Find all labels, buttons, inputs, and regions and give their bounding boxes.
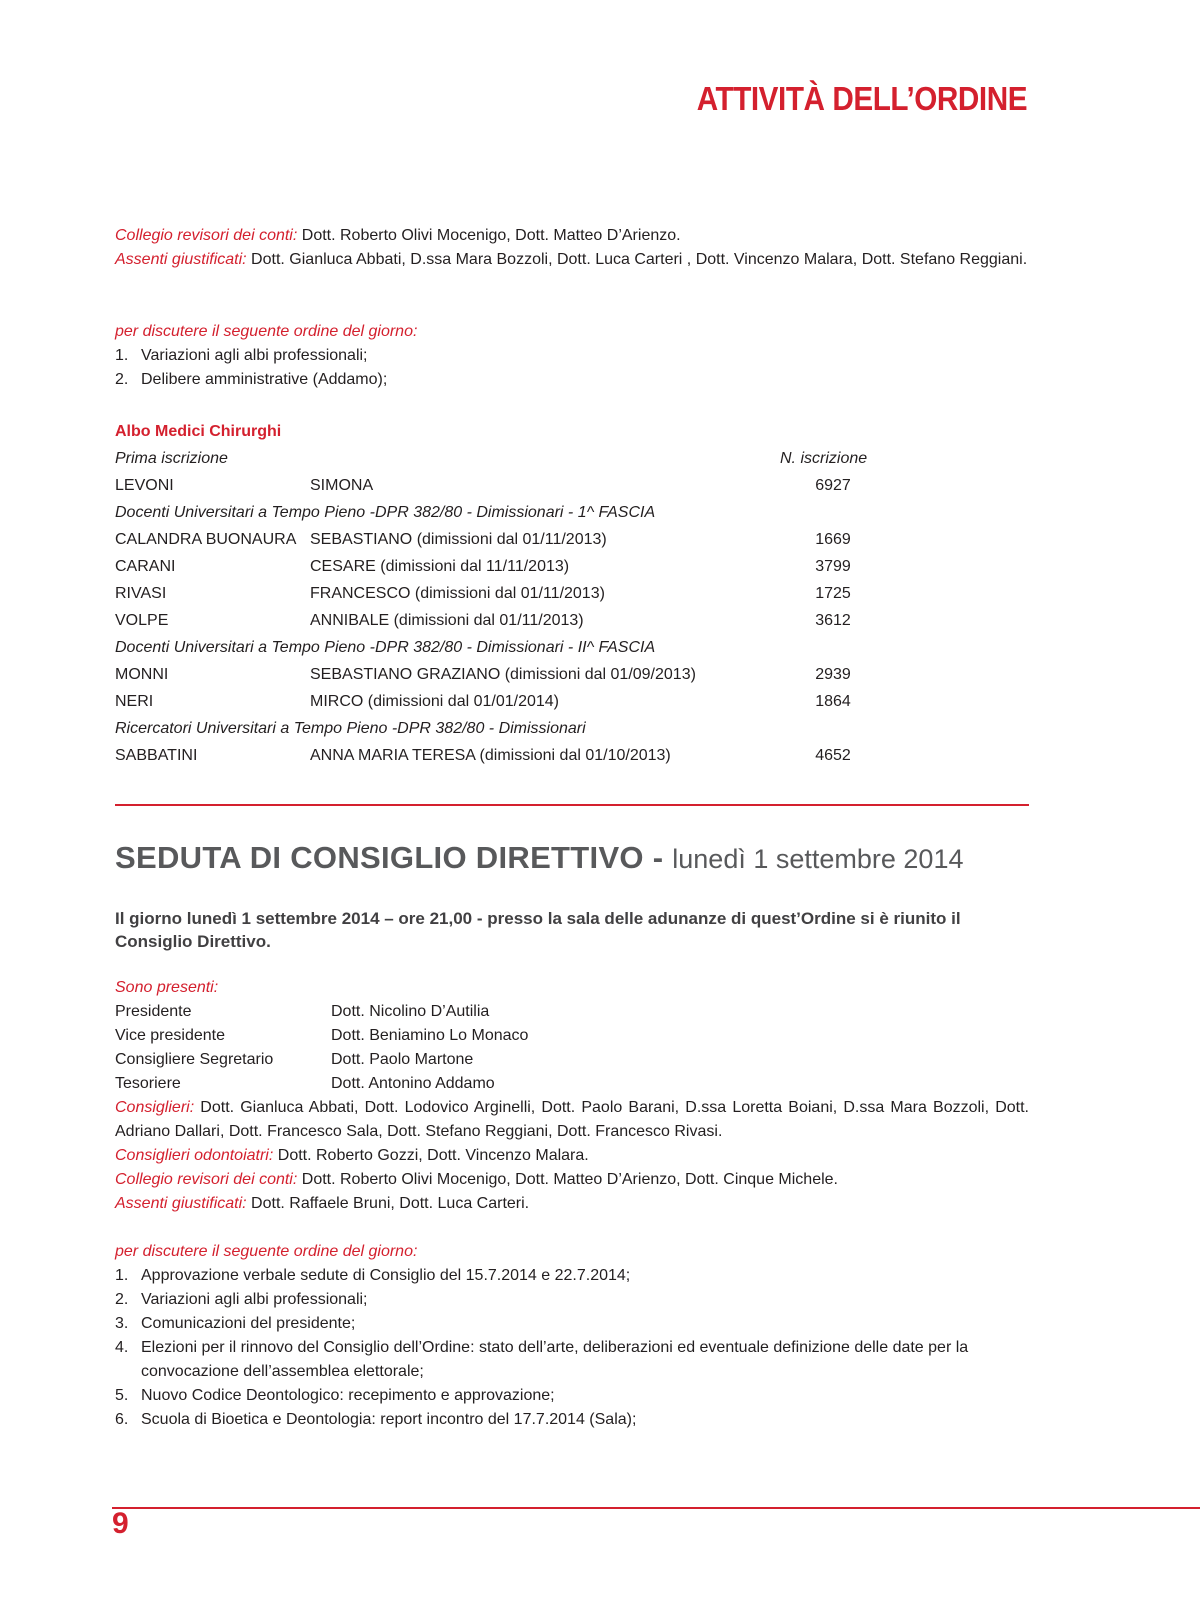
col-n-iscrizione: N. iscrizione — [780, 450, 868, 467]
name: CESARE (dimissioni dal 11/11/2013) — [310, 558, 570, 575]
surname: SABBATINI — [115, 747, 198, 764]
revisori-paragraph — [115, 224, 1029, 248]
revisori-text: Dott. Roberto Olivi Mocenigo, Dott. Matteo D’Arienzo. — [297, 227, 681, 244]
odontoiatri-text: Dott. Roberto Gozzi, Dott. Vincenzo Malara. — [273, 1147, 589, 1164]
agenda-item-text: Comunicazioni del presidente; — [141, 1315, 356, 1332]
agenda-label: per discutere il seguente ordine del giorno: — [115, 1243, 418, 1260]
officer-row — [115, 1072, 1029, 1096]
officer-role: Presidente — [115, 1003, 192, 1020]
agenda-item — [115, 1408, 1029, 1432]
officer-role: Vice presidente — [115, 1027, 225, 1044]
officer-row — [115, 1048, 1029, 1072]
consiglieri-text: Dott. Gianluca Abbati, Dott. Lodovico Arginelli, Dott. Paolo Barani, D.ssa Loretta Boiani, D.ssa Mara Bozzoli, Dott. Adriano Dallari, Dott. Francesco Sala, Dott. Stefano Reggiani, Dott. Francesco Rivasi. — [115, 1099, 1029, 1140]
revisori-text: Dott. Roberto Olivi Mocenigo, Dott. Matteo D’Arienzo, Dott. Cinque Michele. — [297, 1171, 838, 1188]
agenda-item-text: Delibere amministrative (Addamo); — [141, 371, 388, 388]
agenda-item-number: 3. — [115, 1315, 129, 1332]
name: ANNA MARIA TERESA (dimissioni dal 01/10/2013) — [310, 747, 671, 764]
presenti-label: Sono presenti: — [115, 979, 219, 996]
agenda-item — [115, 1264, 1029, 1288]
table-row — [115, 526, 1029, 553]
section-title-date: lunedì 1 settembre 2014 — [672, 844, 964, 874]
albo-header-row — [115, 445, 1029, 472]
officer-name: Dott. Paolo Martone — [331, 1051, 474, 1068]
table-row — [115, 472, 1029, 499]
agenda-item — [115, 368, 1029, 392]
name: MIRCO (dimissioni dal 01/01/2014) — [310, 693, 559, 710]
revisori-label: Collegio revisori dei conti: — [115, 227, 298, 244]
previous-session-attendance — [115, 224, 1029, 272]
section-title — [115, 840, 963, 876]
agenda-item — [115, 344, 1029, 368]
surname: VOLPE — [115, 612, 169, 629]
agenda-item-number: 2. — [115, 1291, 129, 1308]
officer-role: Consigliere Segretario — [115, 1051, 274, 1068]
previous-agenda — [115, 320, 1029, 392]
agenda-item-text: Nuovo Codice Deontologico: recepimento e approvazione; — [141, 1387, 555, 1404]
agenda-list — [115, 344, 1029, 392]
odontoiatri-paragraph — [115, 1144, 1029, 1168]
surname: RIVASI — [115, 585, 167, 602]
consiglieri-paragraph — [115, 1096, 1029, 1144]
surname: NERI — [115, 693, 154, 710]
name: FRANCESCO (dimissioni dal 01/11/2013) — [310, 585, 605, 602]
agenda-item-text: Variazioni agli albi professionali; — [141, 347, 368, 364]
assenti-text: Dott. Raffaele Bruni, Dott. Luca Carteri. — [246, 1195, 530, 1212]
surname: CALANDRA BUONAURA — [115, 531, 297, 548]
agenda-item-number: 4. — [115, 1339, 129, 1356]
reg-number: 4652 — [815, 747, 851, 764]
col-prima-iscrizione: Prima iscrizione — [115, 450, 228, 467]
surname: LEVONI — [115, 477, 174, 494]
albo-section — [115, 419, 1029, 769]
agenda-item-number: 2. — [115, 371, 129, 388]
table-row — [115, 661, 1029, 688]
reg-number: 2939 — [815, 666, 851, 683]
name: SEBASTIANO (dimissioni dal 01/11/2013) — [310, 531, 607, 548]
agenda-item-text: Variazioni agli albi professionali; — [141, 1291, 368, 1308]
name: SEBASTIANO GRAZIANO (dimissioni dal 01/09/2013) — [310, 666, 696, 683]
officer-name: Dott. Nicolino D’Autilia — [331, 1003, 490, 1020]
agenda-item — [115, 1384, 1029, 1408]
agenda-list — [115, 1264, 1029, 1432]
section-title-dash: - — [643, 840, 673, 875]
agenda-item — [115, 1288, 1029, 1312]
name: ANNIBALE (dimissioni dal 01/11/2013) — [310, 612, 584, 629]
officer-row — [115, 1024, 1029, 1048]
officer-row — [115, 1000, 1029, 1024]
consiglieri-label: Consiglieri: — [115, 1099, 195, 1116]
session-intro: Il giorno lunedì 1 settembre 2014 – ore 21,00 - presso la sala delle adunanze di quest’Ordine si è riunito il Consiglio Direttivo. — [115, 909, 961, 951]
officer-name: Dott. Beniamino Lo Monaco — [331, 1027, 529, 1044]
agenda-item-text: Approvazione verbale sedute di Consiglio del 15.7.2014 e 22.7.2014; — [141, 1267, 631, 1284]
reg-number: 3612 — [815, 612, 851, 629]
table-row — [115, 688, 1029, 715]
reg-number: 1864 — [815, 693, 851, 710]
agenda-item — [115, 1336, 1029, 1384]
category-heading: Docenti Universitari a Tempo Pieno -DPR 382/80 - Dimissionari - II^ FASCIA — [115, 639, 656, 656]
category-heading: Ricercatori Universitari a Tempo Pieno -DPR 382/80 - Dimissionari — [115, 720, 586, 737]
table-row — [115, 580, 1029, 607]
agenda-item — [115, 1312, 1029, 1336]
albo-title: Albo Medici Chirurghi — [115, 423, 282, 440]
revisori-paragraph — [115, 1168, 1029, 1192]
section-divider — [115, 804, 1029, 806]
name: SIMONA — [310, 477, 374, 494]
agenda-item-number: 6. — [115, 1411, 129, 1428]
reg-number: 3799 — [815, 558, 851, 575]
reg-number: 6927 — [815, 477, 851, 494]
assenti-paragraph — [115, 1192, 1029, 1216]
officer-role: Tesoriere — [115, 1075, 181, 1092]
assenti-text: Dott. Gianluca Abbati, D.ssa Mara Bozzoli, Dott. Luca Carteri , Dott. Vincenzo Malara, Dott. Stefano Reggiani. — [246, 251, 1028, 268]
page-header-title: ATTIVITÀ DELL’ORDINE — [696, 80, 1027, 117]
footer-rule — [112, 1507, 1200, 1509]
agenda-item-number: 1. — [115, 1267, 129, 1284]
session-agenda — [115, 1240, 1029, 1432]
table-row — [115, 742, 1029, 769]
revisori-label: Collegio revisori dei conti: — [115, 1171, 298, 1188]
reg-number: 1725 — [815, 585, 851, 602]
page-number: 9 — [112, 1507, 129, 1540]
agenda-item-number: 1. — [115, 347, 129, 364]
surname: CARANI — [115, 558, 176, 575]
assenti-label: Assenti giustificati: — [115, 251, 247, 268]
table-row — [115, 607, 1029, 634]
assenti-label: Assenti giustificati: — [115, 1195, 247, 1212]
agenda-item-text: Scuola di Bioetica e Deontologia: report incontro del 17.7.2014 (Sala); — [141, 1411, 637, 1428]
agenda-item-number: 5. — [115, 1387, 129, 1404]
session-attendance — [115, 976, 1029, 1216]
table-row — [115, 553, 1029, 580]
odontoiatri-label: Consiglieri odontoiatri: — [115, 1147, 274, 1164]
assenti-paragraph — [115, 248, 1029, 272]
category-heading: Docenti Universitari a Tempo Pieno -DPR 382/80 - Dimissionari - 1^ FASCIA — [115, 504, 656, 521]
officer-name: Dott. Antonino Addamo — [331, 1075, 495, 1092]
section-title-main: SEDUTA DI CONSIGLIO DIRETTIVO — [115, 840, 644, 875]
agenda-label: per discutere il seguente ordine del giorno: — [115, 323, 418, 340]
surname: MONNI — [115, 666, 169, 683]
reg-number: 1669 — [815, 531, 851, 548]
agenda-item-text: Elezioni per il rinnovo del Consiglio dell’Ordine: stato dell’arte, deliberazioni ed eventuale definizione delle date per la convocazione dell’assemblea elettorale; — [141, 1339, 969, 1380]
